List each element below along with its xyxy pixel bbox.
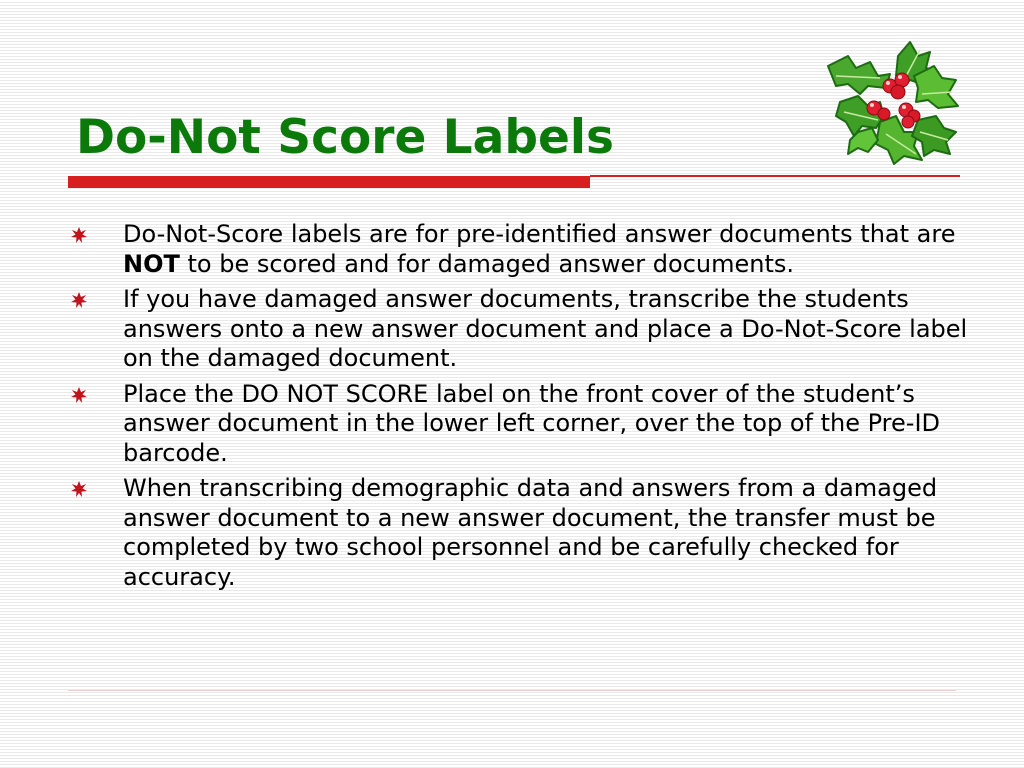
bullet-text: If you have damaged answer documents, transcribe the students answers onto a new answer document and place a Do-Not-Score label on the damaged document. (123, 285, 968, 372)
bullet-emphasis: NOT (123, 249, 180, 278)
title-underline-thin (590, 175, 960, 177)
bullet-text: Do-Not-Score labels are for pre-identified answer documents that are (123, 220, 956, 248)
bullet-item-4 (70, 474, 970, 592)
slide-title: Do-Not Score Labels (76, 110, 614, 165)
bullet-item-2 (70, 285, 970, 374)
star-bullet-icon (70, 480, 88, 498)
star-bullet-icon (70, 226, 88, 244)
title-underline-thick (68, 176, 590, 188)
star-bullet-icon (70, 291, 88, 309)
bullet-text: Place the DO NOT SCORE label on the front cover of the student’s answer document in the lower left corner, over the top of the Pre-ID barcode. (123, 379, 940, 467)
bullet-item-3 (70, 380, 970, 469)
star-bullet-icon (70, 386, 88, 404)
holly-icon (818, 36, 963, 166)
bullet-text: When transcribing demographic data and answers from a damaged answer document to a new answer document, the transfer must be completed by two school personnel and be carefully checked for accuracy. (123, 474, 938, 591)
bullet-list (70, 220, 970, 598)
bullet-text-continued: to be scored and for damaged answer documents. (179, 249, 795, 278)
footer-divider (68, 690, 956, 691)
bullet-item-1 (70, 220, 970, 279)
